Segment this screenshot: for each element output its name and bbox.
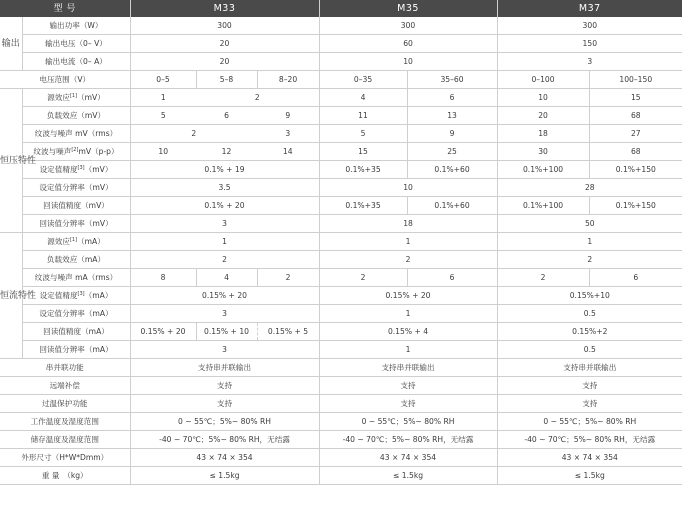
table-row xyxy=(0,269,682,287)
cell-value: 0.1% + 19 xyxy=(130,161,319,179)
group-label-output: 输出 xyxy=(0,17,22,71)
cell-value: 11 xyxy=(319,107,407,125)
cell-value: 0.15% + 20 xyxy=(130,323,196,341)
cell-value: 1 xyxy=(319,341,497,359)
row-label: 回读值精度（mV） xyxy=(22,197,130,215)
cell-value: 6 xyxy=(407,89,497,107)
table-row xyxy=(0,179,682,197)
cell-value: 2 xyxy=(196,89,319,107)
cell-value: 1 xyxy=(497,233,682,251)
row-label: 输出电流（0– A） xyxy=(22,53,130,71)
cell-value: 60 xyxy=(319,35,497,53)
cell-value: 9 xyxy=(257,107,319,125)
table-row xyxy=(0,323,682,341)
cell-value: 8–20 xyxy=(257,71,319,89)
cell-value: 5 xyxy=(130,107,196,125)
cell-value: 300 xyxy=(130,17,319,35)
row-label: 过温保护功能 xyxy=(0,395,130,413)
row-label: 纹波与噪声 mA（rms） xyxy=(22,269,130,287)
cell-value: 10 xyxy=(497,89,589,107)
cell-value: ≤ 1.5kg xyxy=(130,467,319,485)
cell-value: 300 xyxy=(319,17,497,35)
cell-value: 18 xyxy=(497,125,589,143)
table-row xyxy=(0,161,682,179)
cell-value: 68 xyxy=(589,107,682,125)
table-row xyxy=(0,395,682,413)
cell-value: 3.5 xyxy=(130,179,319,197)
cell-value: 4 xyxy=(319,89,407,107)
row-label: 设定值分辨率（mA） xyxy=(22,305,130,323)
table-row xyxy=(0,53,682,71)
cell-value: 12 xyxy=(196,143,257,161)
cell-value: 28 xyxy=(497,179,682,197)
cell-value: 300 xyxy=(497,17,682,35)
cell-value: 0.1%+100 xyxy=(497,197,589,215)
cell-value: 20 xyxy=(130,53,319,71)
cell-value: 0.1%+60 xyxy=(407,197,497,215)
table-row xyxy=(0,89,682,107)
cell-value: 3 xyxy=(257,125,319,143)
row-label: 串并联功能 xyxy=(0,359,130,377)
cell-value: 支持 xyxy=(130,377,319,395)
cell-value: 10 xyxy=(130,143,196,161)
row-label: 设定值精度[3]（mV） xyxy=(22,161,130,179)
row-label: 工作温度及湿度范围 xyxy=(0,413,130,431)
cell-value: 43 × 74 × 354 xyxy=(130,449,319,467)
cell-value: 2 xyxy=(130,125,257,143)
model-header-m33: M33 xyxy=(130,0,319,17)
cell-value: 9 xyxy=(407,125,497,143)
cell-value: 2 xyxy=(130,251,319,269)
row-label: 纹波与噪声[2]mV（p-p） xyxy=(22,143,130,161)
cell-value: 2 xyxy=(319,251,497,269)
cell-value: 3 xyxy=(130,215,319,233)
table-row xyxy=(0,431,682,449)
row-label: 源效应[1]（mV） xyxy=(22,89,130,107)
cell-value: 0.1%+35 xyxy=(319,161,407,179)
cell-value: 0.1%+60 xyxy=(407,161,497,179)
cell-value: 25 xyxy=(407,143,497,161)
row-label: 源效应[1]（mA） xyxy=(22,233,130,251)
cell-value: 13 xyxy=(407,107,497,125)
cell-value: 支持串并联输出 xyxy=(130,359,319,377)
cell-value: 1 xyxy=(319,305,497,323)
cell-value: 0–5 xyxy=(130,71,196,89)
model-header-m35: M35 xyxy=(319,0,497,17)
cell-value: 0.1% + 20 xyxy=(130,197,319,215)
table-row xyxy=(0,341,682,359)
cell-value: -40 ~ 70℃；5%~ 80% RH，无结露 xyxy=(497,431,682,449)
table-row xyxy=(0,413,682,431)
table-row-range xyxy=(0,71,682,89)
row-label: 负载效应（mV） xyxy=(22,107,130,125)
row-label: 回读值精度（mA） xyxy=(22,323,130,341)
table-row xyxy=(0,449,682,467)
group-label-cc: 恒流特性 xyxy=(0,233,22,359)
row-label: 设定值精度[3]（mA） xyxy=(22,287,130,305)
cell-value: 10 xyxy=(319,53,497,71)
cell-value: 100–150 xyxy=(589,71,682,89)
type-header: 型 号 xyxy=(0,0,130,17)
row-label: 纹波与噪声 mV（rms） xyxy=(22,125,130,143)
cell-value: 5 xyxy=(319,125,407,143)
cell-value: 0–100 xyxy=(497,71,589,89)
table-row xyxy=(0,287,682,305)
cell-value: 2 xyxy=(257,269,319,287)
row-label: 回读值分辨率（mA） xyxy=(22,341,130,359)
cell-value: 0 ~ 55℃；5%~ 80% RH xyxy=(497,413,682,431)
table-row xyxy=(0,251,682,269)
cell-value: 6 xyxy=(407,269,497,287)
cell-value: 6 xyxy=(196,107,257,125)
cell-value: -40 ~ 70℃；5%~ 80% RH，无结露 xyxy=(130,431,319,449)
row-label: 回读值分辨率（mV） xyxy=(22,215,130,233)
cell-value: -40 ~ 70℃；5%~ 80% RH，无结露 xyxy=(319,431,497,449)
cell-value: 1 xyxy=(319,233,497,251)
cell-value: 14 xyxy=(257,143,319,161)
row-label: 外形尺寸（H*W*Dmm） xyxy=(0,449,130,467)
cell-value: 0–35 xyxy=(319,71,407,89)
row-label: 电压范围（V） xyxy=(0,71,130,89)
cell-value: 支持串并联输出 xyxy=(497,359,682,377)
cell-value: 68 xyxy=(589,143,682,161)
cell-value: 43 × 74 × 354 xyxy=(319,449,497,467)
cell-value: ≤ 1.5kg xyxy=(319,467,497,485)
row-label: 输出功率（W） xyxy=(22,17,130,35)
table-row xyxy=(0,107,682,125)
cell-value: 2 xyxy=(497,251,682,269)
cell-value: 支持 xyxy=(319,395,497,413)
table-row xyxy=(0,377,682,395)
table-row xyxy=(0,17,682,35)
cell-value: 1 xyxy=(130,233,319,251)
cell-value: 支持 xyxy=(319,377,497,395)
table-row xyxy=(0,35,682,53)
cell-value: ≤ 1.5kg xyxy=(497,467,682,485)
cell-value: 8 xyxy=(130,269,196,287)
cell-value: 5–8 xyxy=(196,71,257,89)
cell-value: 0.15% + 5 xyxy=(257,323,319,341)
cell-value: 4 xyxy=(196,269,257,287)
row-label: 储存温度及湿度范围 xyxy=(0,431,130,449)
table-row xyxy=(0,305,682,323)
cell-value: 0.15% + 20 xyxy=(319,287,497,305)
cell-value: 0 ~ 55℃；5%~ 80% RH xyxy=(130,413,319,431)
cell-value: 15 xyxy=(319,143,407,161)
cell-value: 支持 xyxy=(130,395,319,413)
cell-value: 支持 xyxy=(497,377,682,395)
cell-value: 2 xyxy=(319,269,407,287)
cell-value: 18 xyxy=(319,215,497,233)
cell-value: 0.15% + 10 xyxy=(196,323,257,341)
row-label: 负载效应（mA） xyxy=(22,251,130,269)
cell-value: 20 xyxy=(130,35,319,53)
row-label: 设定值分辨率（mV） xyxy=(22,179,130,197)
cell-value: 0.5 xyxy=(497,305,682,323)
cell-value: 0.15%+2 xyxy=(497,323,682,341)
table-row xyxy=(0,233,682,251)
row-label: 远端补偿 xyxy=(0,377,130,395)
cell-value: 0.1%+35 xyxy=(319,197,407,215)
table-row xyxy=(0,143,682,161)
cell-value: 35–60 xyxy=(407,71,497,89)
table-row xyxy=(0,197,682,215)
cell-value: 20 xyxy=(497,107,589,125)
cell-value: 支持串并联输出 xyxy=(319,359,497,377)
cell-value: 0.1%+150 xyxy=(589,161,682,179)
table-row xyxy=(0,467,682,485)
cell-value: 0.15% + 20 xyxy=(130,287,319,305)
cell-value: 0.1%+150 xyxy=(589,197,682,215)
table-row xyxy=(0,215,682,233)
cell-value: 3 xyxy=(497,53,682,71)
cell-value: 0.15%+10 xyxy=(497,287,682,305)
model-header-m37: M37 xyxy=(497,0,682,17)
cell-value: 30 xyxy=(497,143,589,161)
cell-value: 0.1%+100 xyxy=(497,161,589,179)
row-label: 重 量 （kg） xyxy=(0,467,130,485)
group-label-cv: 恒压特性 xyxy=(0,89,22,233)
table-row xyxy=(0,125,682,143)
cell-value: 3 xyxy=(130,305,319,323)
cell-value: 0.15% + 4 xyxy=(319,323,497,341)
cell-value: 0 ~ 55℃；5%~ 80% RH xyxy=(319,413,497,431)
cell-value: 50 xyxy=(497,215,682,233)
table-row xyxy=(0,359,682,377)
cell-value: 3 xyxy=(130,341,319,359)
cell-value: 15 xyxy=(589,89,682,107)
cell-value: 43 × 74 × 354 xyxy=(497,449,682,467)
cell-value: 1 xyxy=(130,89,196,107)
cell-value: 2 xyxy=(497,269,589,287)
cell-value: 27 xyxy=(589,125,682,143)
cell-value: 0.5 xyxy=(497,341,682,359)
cell-value: 10 xyxy=(319,179,497,197)
header-row xyxy=(0,0,682,17)
cell-value: 6 xyxy=(589,269,682,287)
cell-value: 支持 xyxy=(497,395,682,413)
row-label: 输出电压（0– V） xyxy=(22,35,130,53)
cell-value: 150 xyxy=(497,35,682,53)
